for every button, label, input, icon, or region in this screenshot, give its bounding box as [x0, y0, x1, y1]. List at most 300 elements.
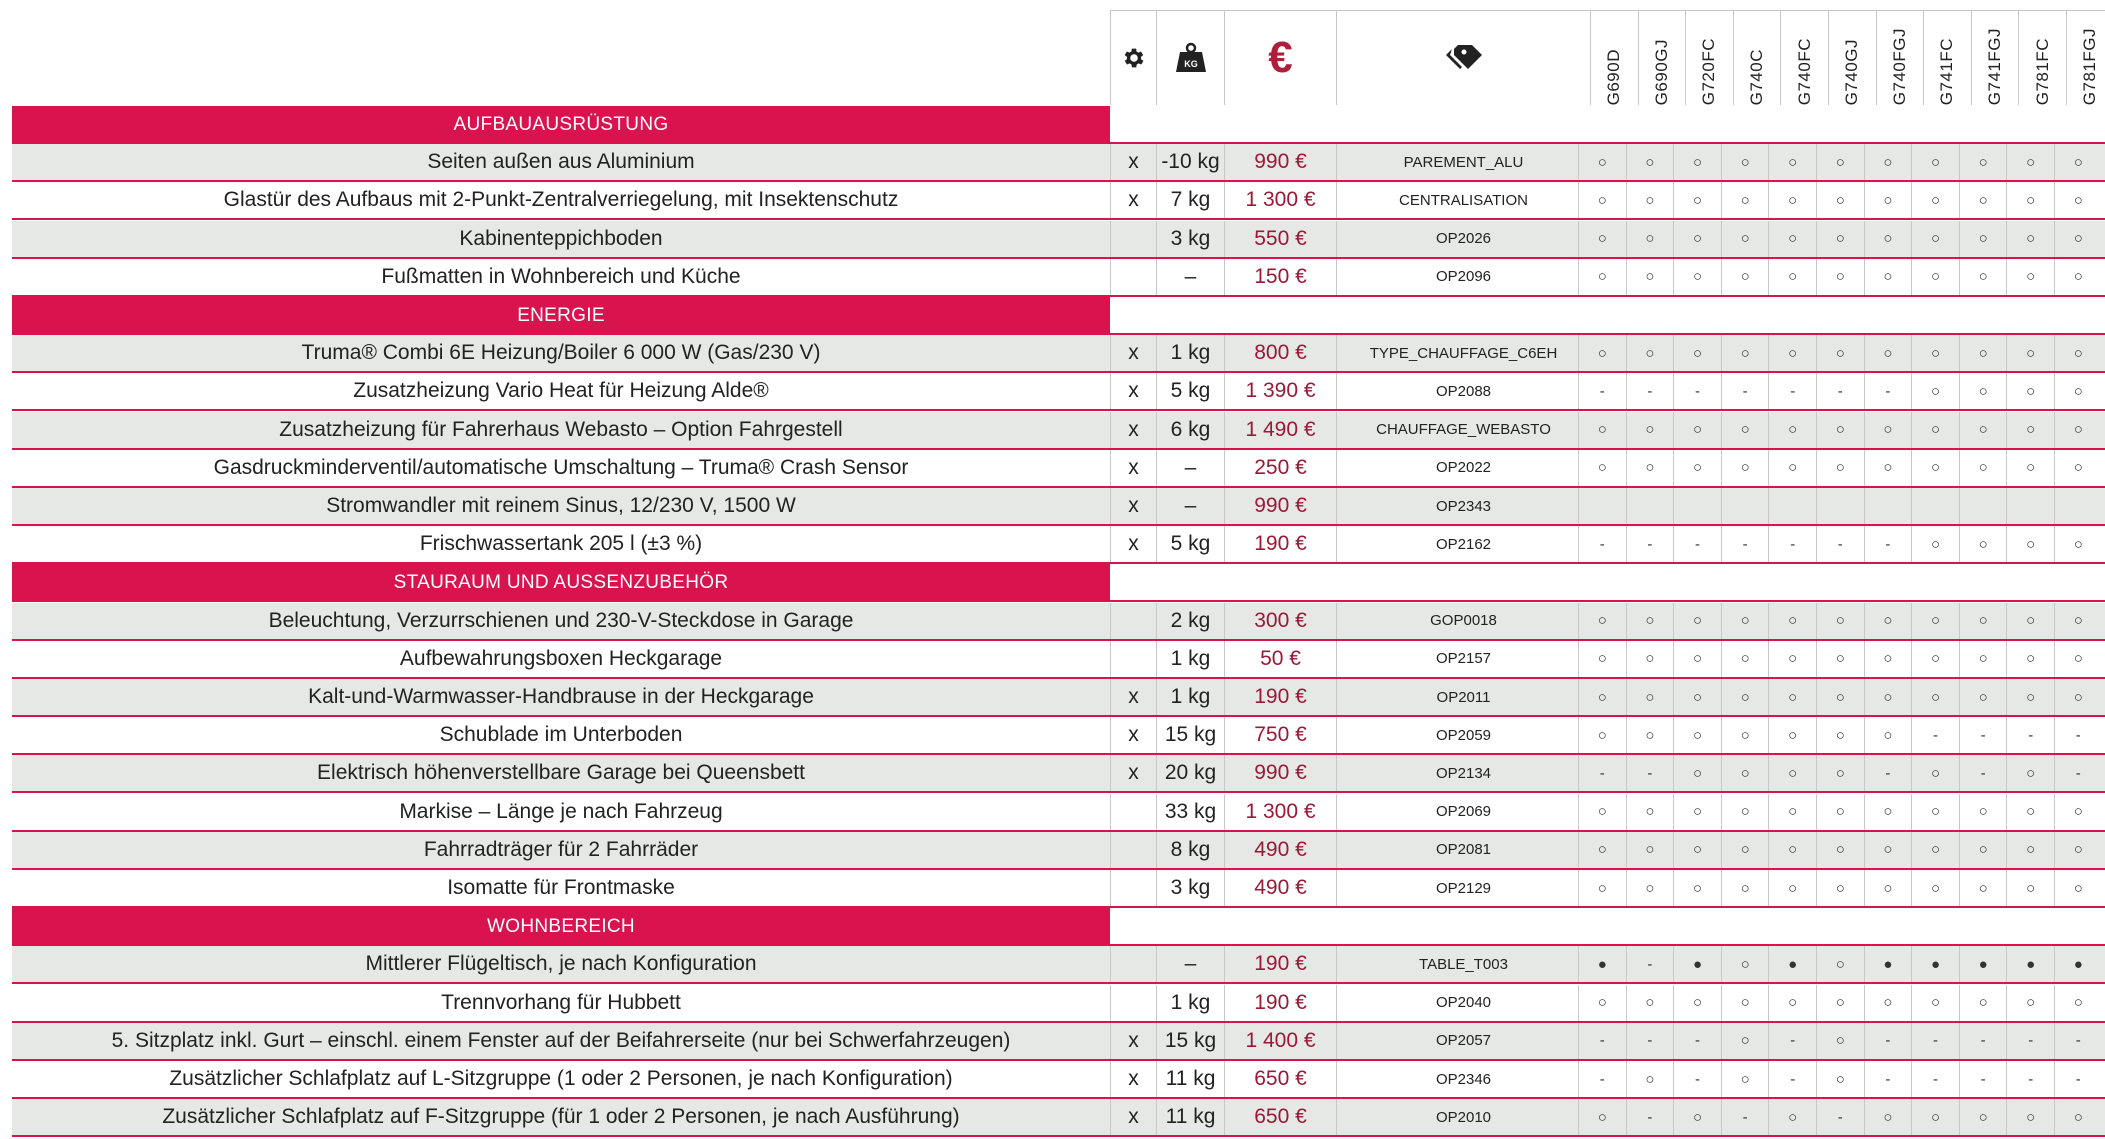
model-availability: - — [1626, 946, 1674, 982]
model-availability: ○ — [1578, 870, 1626, 906]
option-code: OP2040 — [1336, 985, 1590, 1021]
model-availability: - — [1864, 755, 1912, 791]
model-availability: - — [2006, 717, 2054, 753]
model-availability — [2054, 488, 2102, 524]
model-availability: - — [2054, 1023, 2102, 1059]
model-label: G690D — [1604, 48, 1624, 105]
option-flag: x — [1110, 755, 1156, 791]
table-row — [12, 794, 2105, 832]
price-value: 650 € — [1224, 1061, 1336, 1097]
price-value: 190 € — [1224, 526, 1336, 562]
option-code: OP2157 — [1336, 641, 1590, 677]
option-code: OP2081 — [1336, 832, 1590, 868]
model-availability: ○ — [1626, 1061, 1674, 1097]
price-value: 990 € — [1224, 755, 1336, 791]
option-code: TYPE_CHAUFFAGE_C6EH — [1336, 335, 1590, 371]
model-availability: ○ — [1864, 832, 1912, 868]
model-availability: ○ — [1864, 450, 1912, 486]
model-availability: ○ — [1864, 221, 1912, 257]
option-flag — [1110, 221, 1156, 257]
model-availability: ○ — [1578, 259, 1626, 295]
model-availability: ○ — [1673, 985, 1721, 1021]
table-row — [12, 870, 2105, 908]
model-availability: ○ — [1959, 985, 2007, 1021]
model-header — [1590, 10, 1638, 105]
model-availability: ○ — [1911, 182, 1959, 218]
option-description: Kabinenteppichboden — [459, 226, 663, 250]
model-availability: - — [1959, 1023, 2007, 1059]
model-availability: ○ — [1626, 603, 1674, 639]
table-row — [12, 450, 2105, 488]
model-availability: ○ — [1768, 1099, 1816, 1135]
model-availability: ○ — [1673, 794, 1721, 830]
model-availability: ○ — [1816, 641, 1864, 677]
weight-value: 15 kg — [1156, 1023, 1224, 1059]
price-value: 190 € — [1224, 985, 1336, 1021]
weight-value: – — [1156, 450, 1224, 486]
model-availability: - — [1864, 526, 1912, 562]
model-availability: ○ — [1673, 755, 1721, 791]
model-availability: ○ — [1959, 679, 2007, 715]
model-availability: - — [1578, 1023, 1626, 1059]
model-availability: ○ — [1864, 144, 1912, 180]
model-availability: ○ — [2054, 259, 2102, 295]
price-value: 1 390 € — [1224, 373, 1336, 409]
model-availability: ● — [2054, 946, 2102, 982]
model-label: G740GJ — [1842, 38, 1862, 105]
model-availability: ○ — [1816, 1061, 1864, 1097]
model-label: G690GJ — [1651, 38, 1671, 105]
model-availability: ○ — [1578, 450, 1626, 486]
model-availability: - — [1959, 717, 2007, 753]
model-availability: ○ — [1864, 412, 1912, 448]
table-header — [1110, 10, 2105, 105]
option-flag: x — [1110, 1061, 1156, 1097]
model-availability: ○ — [1816, 603, 1864, 639]
option-description: Truma® Combi 6E Heizung/Boiler 6 000 W (Gas/230 V) — [301, 341, 821, 365]
option-code: OP2096 — [1336, 259, 1590, 295]
model-header — [1685, 10, 1733, 105]
model-availability: ○ — [1578, 641, 1626, 677]
model-availability: - — [1911, 1061, 1959, 1097]
price-value: 1 490 € — [1224, 412, 1336, 448]
price-value: 1 300 € — [1224, 794, 1336, 830]
weight-value: -10 kg — [1156, 144, 1224, 180]
weight-value: 11 kg — [1156, 1099, 1224, 1135]
price-value: 300 € — [1224, 603, 1336, 639]
model-availability: ○ — [1959, 641, 2007, 677]
option-flag — [1110, 603, 1156, 639]
model-availability: ○ — [1768, 412, 1816, 448]
option-description: Gasdruckminderventil/automatische Umschaltung – Truma® Crash Sensor — [213, 455, 909, 479]
table-row — [12, 144, 2105, 182]
model-availability: ○ — [1816, 1023, 1864, 1059]
section-header — [12, 297, 2105, 335]
model-availability: ○ — [1959, 603, 2007, 639]
model-availability: ○ — [1673, 870, 1721, 906]
model-availability: ○ — [1578, 603, 1626, 639]
model-label: G740C — [1747, 48, 1767, 105]
weight-value: 5 kg — [1156, 373, 1224, 409]
option-description: Zusatzheizung für Fahrerhaus Webasto – Option Fahrgestell — [279, 417, 843, 441]
option-code: OP2010 — [1336, 1099, 1590, 1135]
option-flag: x — [1110, 144, 1156, 180]
model-availability: ○ — [1626, 832, 1674, 868]
model-availability: ○ — [1768, 794, 1816, 830]
model-availability: ○ — [1578, 679, 1626, 715]
weight-value: 8 kg — [1156, 832, 1224, 868]
model-availability: ○ — [1864, 717, 1912, 753]
option-flag: x — [1110, 335, 1156, 371]
model-availability: ○ — [1626, 182, 1674, 218]
model-availability: ○ — [2006, 450, 2054, 486]
model-availability: ○ — [1721, 717, 1769, 753]
section-header — [12, 106, 2105, 144]
model-availability: ○ — [1911, 985, 1959, 1021]
model-availability: ○ — [1768, 641, 1816, 677]
weight-value: 3 kg — [1156, 221, 1224, 257]
option-flag — [1110, 870, 1156, 906]
model-availability: - — [1768, 526, 1816, 562]
option-flag: x — [1110, 1023, 1156, 1059]
option-description: Isomatte für Frontmaske — [447, 876, 675, 899]
option-code: OP2162 — [1336, 526, 1590, 562]
model-availability: ○ — [1911, 603, 1959, 639]
model-availability: ○ — [2006, 259, 2054, 295]
model-availability: ○ — [1864, 870, 1912, 906]
price-value: 990 € — [1224, 488, 1336, 524]
section-divider — [1110, 297, 2105, 335]
model-availability: ○ — [1578, 221, 1626, 257]
model-availability — [2006, 488, 2054, 524]
model-availability: - — [1578, 755, 1626, 791]
model-availability: ○ — [2054, 641, 2102, 677]
model-header — [2018, 10, 2066, 105]
model-availability: - — [1864, 1061, 1912, 1097]
model-availability: ○ — [1721, 221, 1769, 257]
model-availability: ○ — [1816, 794, 1864, 830]
weight-value: 15 kg — [1156, 717, 1224, 753]
model-availability: ○ — [1578, 832, 1626, 868]
option-description: 5. Sitzplatz inkl. Gurt – einschl. einem Fenster auf der Beifahrerseite (nur bei Schwerfahrzeugen) — [111, 1028, 1011, 1052]
model-availability: ○ — [2006, 755, 2054, 791]
model-availability: ○ — [1721, 1061, 1769, 1097]
option-code: OP2022 — [1336, 450, 1590, 486]
model-availability: ○ — [1578, 412, 1626, 448]
model-availability — [1816, 488, 1864, 524]
gear-icon — [1110, 10, 1156, 105]
weight-kg-icon — [1156, 10, 1224, 105]
model-availability — [1768, 488, 1816, 524]
model-availability — [1673, 488, 1721, 524]
model-availability: ○ — [1816, 335, 1864, 371]
model-availability: ○ — [1911, 526, 1959, 562]
model-availability: - — [2054, 1061, 2102, 1097]
model-availability: ○ — [2054, 182, 2102, 218]
model-availability: ○ — [1911, 755, 1959, 791]
weight-value: – — [1156, 259, 1224, 295]
option-code: OP2088 — [1336, 373, 1590, 409]
table-row — [12, 641, 2105, 679]
model-availability: ○ — [1626, 450, 1674, 486]
model-availability: ○ — [1959, 335, 2007, 371]
weight-value: 1 kg — [1156, 679, 1224, 715]
model-availability: ○ — [2006, 679, 2054, 715]
model-availability: ○ — [1864, 335, 1912, 371]
option-flag — [1110, 259, 1156, 295]
model-availability: ○ — [1673, 412, 1721, 448]
model-availability: ○ — [1768, 450, 1816, 486]
option-code: OP2134 — [1336, 755, 1590, 791]
table-row — [12, 1061, 2105, 1099]
model-availability: - — [1578, 526, 1626, 562]
price-tag-icon — [1336, 10, 1590, 105]
model-availability: ○ — [1578, 144, 1626, 180]
model-availability: ○ — [2006, 144, 2054, 180]
model-availability: ○ — [1864, 794, 1912, 830]
price-value: 190 € — [1224, 679, 1336, 715]
model-availability: ○ — [1768, 259, 1816, 295]
option-description: Fußmatten in Wohnbereich und Küche — [381, 264, 741, 288]
model-availability: - — [1768, 1023, 1816, 1059]
model-availability: ○ — [2006, 603, 2054, 639]
model-availability: ○ — [1721, 450, 1769, 486]
table-row — [12, 526, 2105, 564]
table-row — [12, 755, 2105, 793]
table-row — [12, 335, 2105, 373]
model-availability: ○ — [1626, 641, 1674, 677]
model-availability: ○ — [1911, 221, 1959, 257]
option-description: Mittlerer Flügeltisch, je nach Konfiguration — [365, 952, 757, 976]
model-availability: ○ — [1721, 1023, 1769, 1059]
model-availability — [1626, 488, 1674, 524]
option-code: OP2346 — [1336, 1061, 1590, 1097]
model-availability: ○ — [1816, 832, 1864, 868]
section-title: AUFBAUAUSRÜSTUNG — [12, 106, 1110, 144]
option-flag — [1110, 794, 1156, 830]
option-code: OP2011 — [1336, 679, 1590, 715]
model-availability: ○ — [2054, 985, 2102, 1021]
model-availability: ○ — [1959, 182, 2007, 218]
option-code: OP2026 — [1336, 221, 1590, 257]
price-value: 190 € — [1224, 946, 1336, 982]
model-availability: ○ — [1959, 832, 2007, 868]
model-availability: ○ — [1768, 335, 1816, 371]
model-availability: ○ — [1673, 603, 1721, 639]
section-title: STAURAUM UND AUSSENZUBEHÖR — [12, 564, 1110, 602]
model-availability: ○ — [2006, 641, 2054, 677]
section-divider — [1110, 908, 2105, 946]
model-availability: ○ — [1721, 641, 1769, 677]
price-value: 490 € — [1224, 870, 1336, 906]
model-availability: ○ — [1673, 259, 1721, 295]
model-availability: ○ — [2006, 832, 2054, 868]
model-availability: ● — [1673, 946, 1721, 982]
model-availability: - — [1721, 1099, 1769, 1135]
model-availability: ○ — [1721, 985, 1769, 1021]
model-availability: ○ — [1721, 144, 1769, 180]
section-header — [12, 908, 2105, 946]
weight-value: – — [1156, 488, 1224, 524]
model-availability: ○ — [1721, 335, 1769, 371]
price-value: 1 400 € — [1224, 1023, 1336, 1059]
option-code: CHAUFFAGE_WEBASTO — [1336, 412, 1590, 448]
option-flag: x — [1110, 679, 1156, 715]
weight-value: 33 kg — [1156, 794, 1224, 830]
model-availability: ○ — [1578, 717, 1626, 753]
price-value: 550 € — [1224, 221, 1336, 257]
model-availability: ○ — [1673, 335, 1721, 371]
model-availability: ○ — [1721, 679, 1769, 715]
model-availability: - — [1864, 373, 1912, 409]
model-availability: ○ — [1816, 144, 1864, 180]
model-availability: ○ — [1626, 144, 1674, 180]
model-availability: ○ — [2054, 794, 2102, 830]
model-availability: ○ — [1673, 144, 1721, 180]
model-availability — [1911, 488, 1959, 524]
model-label: G740FGJ — [1889, 27, 1909, 105]
model-availability: ○ — [1626, 412, 1674, 448]
option-description: Zusatzheizung Vario Heat für Heizung Alde® — [353, 379, 769, 403]
option-code: GOP0018 — [1336, 603, 1590, 639]
model-availability: ○ — [2006, 373, 2054, 409]
model-availability: ○ — [1721, 870, 1769, 906]
model-availability: ○ — [1768, 603, 1816, 639]
model-availability: - — [1959, 1061, 2007, 1097]
model-availability: - — [2006, 1023, 2054, 1059]
table-row — [12, 412, 2105, 450]
model-availability: ○ — [1578, 794, 1626, 830]
model-availability: ○ — [1816, 259, 1864, 295]
model-availability: ○ — [1673, 221, 1721, 257]
model-availability: ○ — [2006, 526, 2054, 562]
option-flag: x — [1110, 717, 1156, 753]
model-availability: ○ — [1959, 259, 2007, 295]
model-availability: - — [1626, 1099, 1674, 1135]
option-code: OP2129 — [1336, 870, 1590, 906]
section-divider — [1110, 106, 2105, 144]
weight-value: – — [1156, 946, 1224, 982]
option-flag: x — [1110, 450, 1156, 486]
option-code: OP2059 — [1336, 717, 1590, 753]
option-description: Markise – Länge je nach Fahrzeug — [399, 799, 723, 823]
price-value: 650 € — [1224, 1099, 1336, 1135]
model-availability: ○ — [1768, 182, 1816, 218]
model-label: G740FC — [1794, 37, 1814, 105]
model-availability: ○ — [1768, 870, 1816, 906]
model-availability: ○ — [1673, 1099, 1721, 1135]
model-availability: ○ — [1911, 870, 1959, 906]
option-flag — [1110, 985, 1156, 1021]
model-availability: ○ — [1816, 946, 1864, 982]
model-availability: ○ — [1816, 985, 1864, 1021]
model-availability: - — [2054, 755, 2102, 791]
option-description: Seiten außen aus Aluminium — [427, 150, 695, 174]
section-title: WOHNBEREICH — [12, 908, 1110, 946]
model-availability: ○ — [2006, 794, 2054, 830]
model-availability: - — [1816, 1099, 1864, 1135]
table-row — [12, 1023, 2105, 1061]
model-availability: ○ — [1721, 603, 1769, 639]
model-availability — [1864, 488, 1912, 524]
price-value: 750 € — [1224, 717, 1336, 753]
option-flag: x — [1110, 182, 1156, 218]
model-availability: ○ — [1959, 412, 2007, 448]
euro-icon — [1224, 10, 1336, 105]
model-availability: ○ — [1721, 832, 1769, 868]
option-flag — [1110, 946, 1156, 982]
model-label: G781FC — [2032, 37, 2052, 105]
model-availability: ○ — [2054, 412, 2102, 448]
model-availability — [1959, 488, 2007, 524]
kg-badge: KG — [1183, 59, 1198, 69]
model-header — [1780, 10, 1828, 105]
model-availability: ○ — [1911, 450, 1959, 486]
table-row — [12, 717, 2105, 755]
price-value: 800 € — [1224, 335, 1336, 371]
model-availability: ● — [1911, 946, 1959, 982]
model-availability: - — [1816, 373, 1864, 409]
model-availability: ○ — [1816, 870, 1864, 906]
model-availability: - — [1721, 526, 1769, 562]
section-divider — [1110, 564, 2105, 602]
model-availability: ○ — [1911, 794, 1959, 830]
model-availability: ○ — [1816, 182, 1864, 218]
model-availability: ○ — [1626, 985, 1674, 1021]
weight-value: 2 kg — [1156, 603, 1224, 639]
model-availability: ○ — [1673, 182, 1721, 218]
model-availability: ○ — [1911, 373, 1959, 409]
model-availability: ○ — [1768, 144, 1816, 180]
model-availability: ○ — [1578, 182, 1626, 218]
model-availability: - — [1626, 373, 1674, 409]
option-description: Aufbewahrungsboxen Heckgarage — [399, 646, 723, 670]
model-availability: ○ — [2006, 985, 2054, 1021]
model-availability: ○ — [1959, 450, 2007, 486]
model-availability: - — [1959, 755, 2007, 791]
price-value: 150 € — [1224, 259, 1336, 295]
model-header — [1971, 10, 2019, 105]
option-code: OP2343 — [1336, 488, 1590, 524]
model-label: G720FC — [1699, 37, 1719, 105]
table-row — [12, 221, 2105, 259]
model-availability: ○ — [1626, 679, 1674, 715]
option-description: Beleuchtung, Verzurrschienen und 230-V-Steckdose in Garage — [268, 608, 854, 632]
model-label: G741FC — [1937, 37, 1957, 105]
weight-value: 1 kg — [1156, 985, 1224, 1021]
model-availability: ○ — [1911, 832, 1959, 868]
model-availability: ○ — [1816, 755, 1864, 791]
model-availability: ○ — [2054, 221, 2102, 257]
model-availability: ○ — [1721, 182, 1769, 218]
model-availability: ○ — [1626, 335, 1674, 371]
option-description: Elektrisch höhenverstellbare Garage bei Queensbett — [317, 761, 805, 785]
table-row — [12, 832, 2105, 870]
model-availability: ○ — [2006, 1099, 2054, 1135]
model-availability: ○ — [1959, 221, 2007, 257]
model-availability: ○ — [1673, 450, 1721, 486]
model-availability: - — [1673, 373, 1721, 409]
model-label: G741FGJ — [1985, 27, 2005, 105]
option-description: Trennvorhang für Hubbett — [441, 990, 681, 1014]
model-availability: ○ — [1959, 144, 2007, 180]
model-availability: - — [1816, 526, 1864, 562]
weight-value: 3 kg — [1156, 870, 1224, 906]
weight-value: 1 kg — [1156, 641, 1224, 677]
model-availability: ○ — [1816, 450, 1864, 486]
model-availability: ○ — [1721, 259, 1769, 295]
model-availability: ● — [2006, 946, 2054, 982]
